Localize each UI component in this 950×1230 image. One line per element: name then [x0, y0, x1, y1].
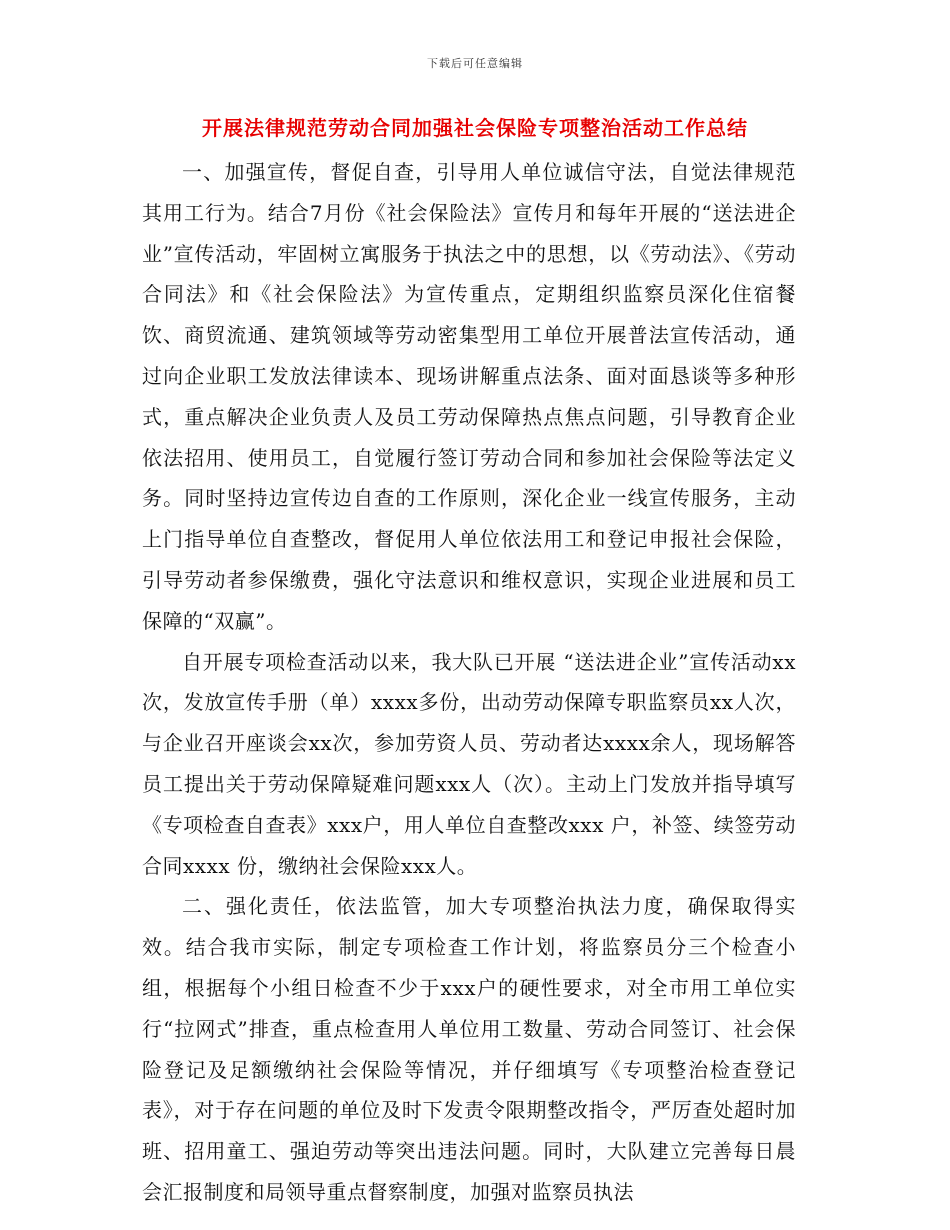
header-note: 下载后可任意编辑: [427, 57, 523, 70]
paragraph-1: 一、加强宣传，督促自查，引导用人单位诚信守法，自觉法律规范其用工行为。结合7月份《社会保险法》宣传月和每年开展的“送法进企业”宣传活动，牢固树立寓服务于执法之中的思想，以《劳动法》、《劳动合同法》和《社会保险法》为宣传重点，定期组织监察员深化住宿餐饮、商贸流通、建筑领域等劳动密集型用工单位开展普法宣传活动，通过向企业职工发放法律读本、现场讲解重点法条、面对面恳谈等多种形式，重点解决企业负责人及员工劳动保障热点焦点问题，引导教育企业依法招用、使用员工，自觉履行签订劳动合同和参加社会保险等法定义务。同时坚持边宣传边自查的工作原则，深化企业一线宣传服务，主动上门指导单位自查整改，督促用人单位依法用工和登记申报社会保险，引导劳动者参保缴费，强化守法意识和维权意识，实现企业进展和员工保障的“双赢”。: [142, 160, 796, 633]
paragraph-3: 二、强化责任，依法监管，加大专项整治执法力度，确保取得实效。结合我市实际，制定专项检查工作计划，将监察员分三个检查小组，根据每个小组日检查不少于xxx户的硬性要求，对全市用工单位实行“拉网式”排查，重点检查用人单位用工数量、劳动合同签订、社会保险登记及足额缴纳社会保险等情况，并仔细填写《专项整治检查登记表》，对于存在问题的单位及时下发责令限期整改指令，严厉查处超时加班、招用童工、强迫劳动等突出违法问题。同时，大队建立完善每日晨会汇报制度和局领导重点督察制度，加强对监察员执法: [142, 894, 796, 1204]
document-title: 开展法律规范劳动合同加强社会保险专项整治活动工作总结: [202, 116, 748, 140]
document-body: [142, 152, 796, 1213]
paragraph-2: 自开展专项检查活动以来，我大队已开展 “送法进企业”宣传活动xx次，发放宣传手册（单）xxxx多份，出动劳动保障专职监察员xx人次，与企业召开座谈会xx次，参加劳资人员、劳动者达xxxx余人，现场解答员工提出关于劳动保障疑难问题xxx人（次）。主动上门发放并指导填写《专项检查自查表》xxx户，用人单位自查整改xxx 户，补签、续签劳动合同xxxx 份，缴纳社会保险xxx人。: [142, 649, 796, 878]
